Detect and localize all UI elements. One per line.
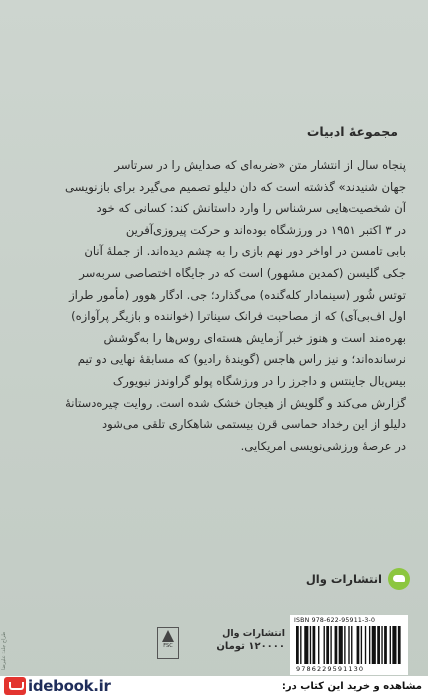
barcode-stripe (330, 626, 331, 664)
barcode-bars (296, 626, 402, 664)
barcode-stripe (344, 626, 345, 664)
blurb-line: آن شخصیت‌هایی سرشناس را وارد داستانش کند: کسانی که خود (96, 201, 406, 216)
blurb-line: جهان شنیدند» گذشته است که دان دلیلو تصمیم می‌گیرد برای بازنویسی (65, 179, 406, 194)
barcode-stripe (392, 626, 396, 664)
barcode-stripe (361, 626, 362, 664)
blurb-line: در عرصهٔ ورزشی‌نویسی امریکایی. (240, 438, 406, 453)
publisher-name: انتشارات وال (305, 572, 382, 586)
barcode-stripe (351, 626, 352, 664)
whale-icon (388, 568, 410, 590)
publisher-mark (306, 568, 410, 590)
tree-icon (162, 630, 174, 642)
barcode-digits: 9786229591130 (296, 665, 365, 673)
blurb-line: بابی تامسن در اواخر دور نهم بازی را به چشم دیده‌اند. از جملهٔ آنان (84, 244, 406, 259)
barcode-stripe (348, 626, 349, 664)
barcode-stripe (381, 626, 382, 664)
barcode-stripe (398, 626, 401, 664)
barcode-stripe (313, 626, 316, 664)
blurb-line: گزارش می‌کند و گلویش از هیجان خشک شده است. روایت چیره‌دستانهٔ (65, 395, 406, 410)
isbn-label: ISBN 978-622-95911-3-0 (294, 617, 376, 624)
blurb-line: در ۳ اکتبر ۱۹۵۱ در ورزشگاه بوده‌اند و حرکت پیروزی‌آفرین (125, 222, 406, 237)
barcode-stripe (339, 626, 343, 664)
blurb-text (20, 155, 406, 457)
barcode-stripe (300, 626, 301, 664)
barcode-stripe (318, 626, 319, 664)
blurb-line: جکی گلیسن (کمدین مشهور) است که در جایگاه اختصاصی سربه‌سر (79, 265, 406, 280)
barcode-stripe (310, 626, 311, 664)
series-title: مجموعهٔ ادبیات (306, 124, 398, 139)
price-publisher: انتشارات وال (222, 628, 285, 639)
idebook-banner[interactable] (0, 676, 428, 700)
blurb-line: دلیلو از این رخداد حماسی قرن بیستمی شاهکاری تلقی می‌شود (102, 417, 406, 432)
cover-credit: طراح جلد: علیرضا (1, 631, 7, 670)
blurb-line: بیس‌بال جاینتس و داجرز را در ورزشگاه پولو گراوندز نیویورک (112, 373, 406, 388)
blurb-line: اول اف‌بی‌آی) که از مصاحبت فرانک سیناترا (خواننده و بازیگر پرآوازه) (71, 309, 406, 324)
fsc-label: FSC (163, 643, 173, 649)
price-amount: ۱۲۰۰۰۰ تومان (216, 641, 285, 652)
barcode-stripe (304, 626, 308, 664)
barcode-stripe (390, 626, 391, 664)
barcode (290, 615, 408, 675)
barcode-stripe (365, 626, 366, 664)
cart-icon (4, 677, 26, 695)
barcode-stripe (324, 626, 325, 664)
barcode-stripe (296, 626, 299, 664)
barcode-stripe (369, 626, 370, 664)
price-box (183, 628, 285, 652)
blurb-line: بهره‌مند است و هنوز خبر آزمایش هسته‌ای روس‌ها را به‌گوشش (103, 330, 406, 345)
idebook-logo[interactable] (4, 677, 111, 695)
barcode-stripe (377, 626, 380, 664)
blurb-line: پنجاه سال از انتشار متن «ضربه‌ای که صدایش را در سرتاسر (114, 158, 406, 172)
barcode-stripe (384, 626, 387, 664)
barcode-stripe (357, 626, 360, 664)
barcode-stripe (372, 626, 376, 664)
blurb-line: نرسانده‌اند؛ و نیز راس هاجس (گویندهٔ رادیو) که مسابقهٔ نهایی دو تیم (77, 352, 406, 367)
blurb-line: توتس شُور (سینمادار کله‌گنده) می‌گذارد؛ جی. ادگار هوور (مأمور طراز (69, 287, 406, 302)
fsc-logo (157, 627, 179, 659)
idebook-tagline: مشاهده و خرید این کتاب در: (281, 681, 422, 692)
idebook-logo-text: idebook.ir (28, 677, 111, 695)
barcode-stripe (326, 626, 329, 664)
barcode-stripe (335, 626, 338, 664)
